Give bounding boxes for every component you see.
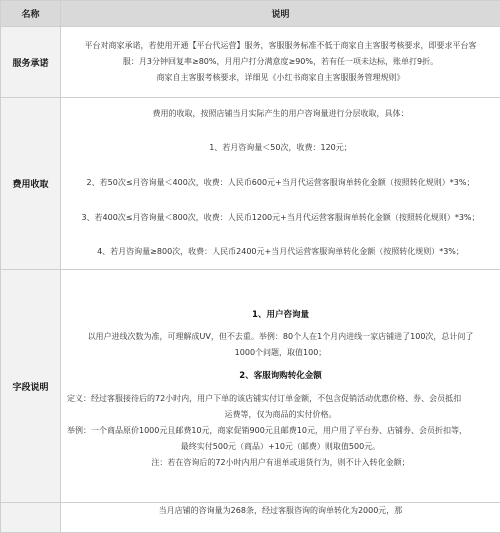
service-line: 平台对商家承诺，若使用开通【平台代运营】服务，客服服务标准不低于商家自主客服考核要求，即要求平台客 (61, 38, 500, 54)
header-name: 名称 (1, 1, 61, 27)
fields-row (1, 270, 500, 503)
cut-content (61, 503, 500, 533)
header-desc: 说明 (61, 1, 500, 27)
cut-row (1, 503, 500, 533)
service-label: 服务承诺 (1, 27, 61, 98)
service-line: 商家自主客服考核要求，详细见《小红书商家自主客服服务管理规则》 (61, 70, 500, 86)
fee-intro: 费用的收取，按照店铺当月实际产生的用户咨询量进行分层收取，具体： (61, 98, 500, 130)
section-title-conversion: 2、客服询购转化金额 (61, 361, 500, 391)
section-title-consult: 1、用户咨询量 (61, 301, 500, 329)
consult-line: 1000个问题，取值100； (61, 345, 500, 361)
conversion-line: 运费等，仅为商品的实付价格。 (61, 407, 500, 423)
conversion-line: 定义：经过客服接待后的72小时内，用户下单的该店铺实付订单金额，不包含促销活动优惠价格、券、会员抵扣 (61, 391, 500, 407)
fee-tier: 2、若50次≤月咨询量＜400次，收费：人民币600元+当月代运营客服询单转化金额（按照转化规则）*3%； (61, 165, 500, 200)
fields-label: 字段说明 (1, 270, 61, 503)
service-content (61, 27, 500, 98)
fee-row (1, 98, 500, 270)
fee-tier: 1、若月咨询量＜50次，收费：120元； (61, 130, 500, 165)
conversion-line: 举例：一个商品原价1000元且邮费10元，商家促销900元且邮费10元，用户用了平台券、店铺券、会员折扣等， (61, 423, 500, 439)
consult-line: 以用户进线次数为准，可理解成UV，但不去重。举例：80个人在1个月内进线一家店铺进了100次，总计问了 (61, 329, 500, 345)
fee-label: 费用收取 (1, 98, 61, 270)
conversion-line: 注：若在咨询后的72小时内用户有退单或退货行为，则不计入转化金额； (61, 455, 500, 471)
service-line: 服：月3分钟回复率≥80%，月用户打分满意度≥90%，若有任一项未达标，账单打9折。 (61, 54, 500, 70)
fee-content (61, 98, 500, 270)
header-row (1, 1, 500, 27)
cut-line: 当月店铺的咨询量为268条，经过客服咨询的询单转化为2000元，那 (61, 503, 500, 519)
cut-label (1, 503, 61, 533)
fields-content (61, 270, 500, 503)
fee-tier: 3、若400次≤月咨询量＜800次，收费：人民币1200元+当月代运营客服询单转化金额（按照转化规则）*3%； (61, 200, 500, 235)
conversion-line: 最终实付500元（商品）+10元（邮费）则取值500元。 (61, 439, 500, 455)
fee-tier: 4、若月咨询量≥800次，收费：人民币2400元+当月代运营客服询单转化金额（按照转化规则）*3%； (61, 235, 500, 269)
service-row (1, 27, 500, 98)
